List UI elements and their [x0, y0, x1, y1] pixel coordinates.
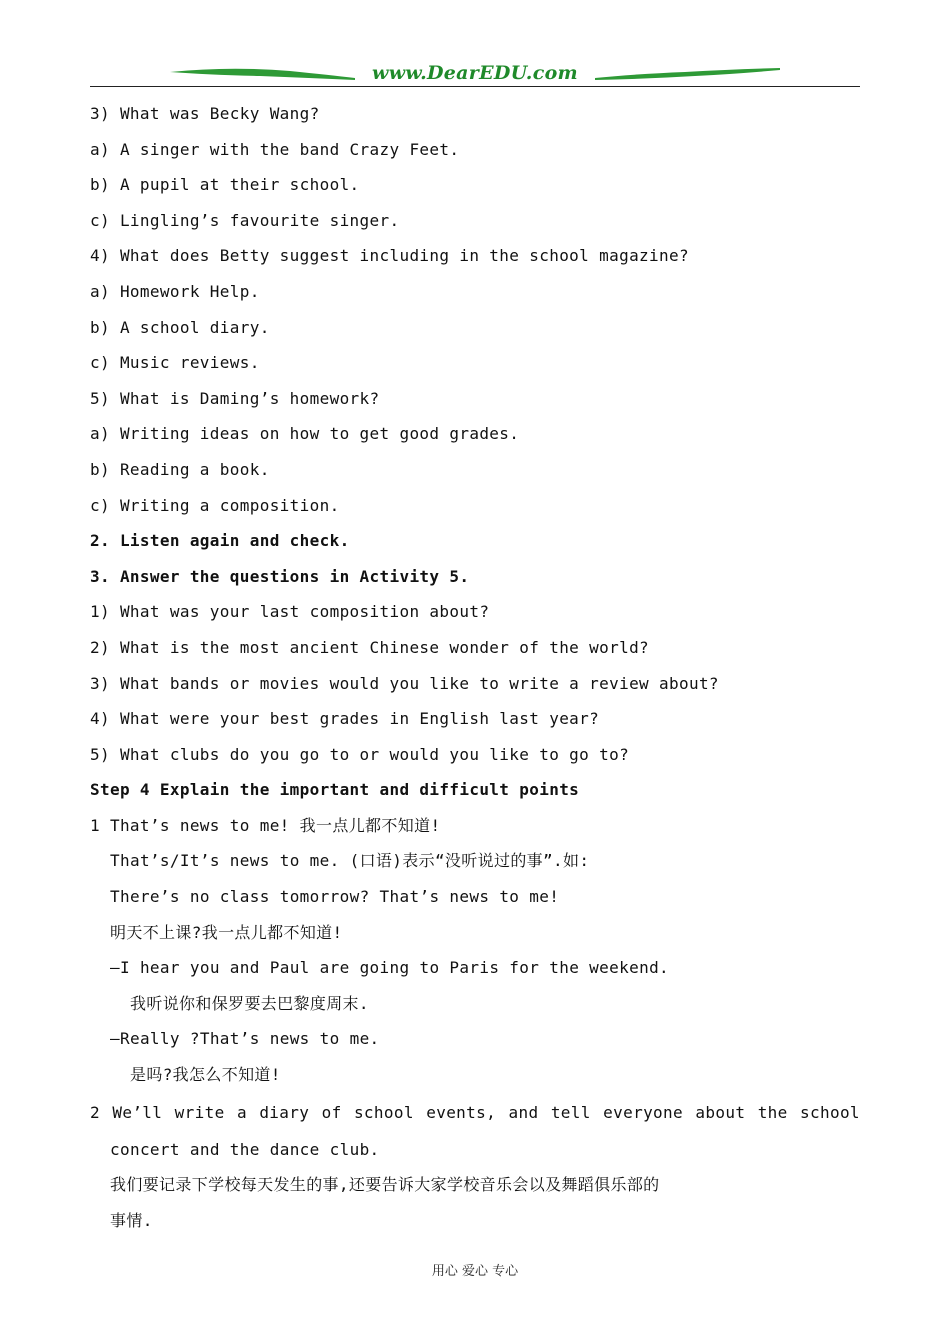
option-c: c) Writing a composition.: [90, 495, 340, 515]
page-footer: 用心 爱心 专心: [431, 1264, 519, 1279]
word: about: [695, 1102, 746, 1122]
word: everyone: [603, 1102, 684, 1122]
word: and: [508, 1102, 539, 1122]
right-swoosh-decoration: [595, 66, 780, 80]
document-body: [90, 96, 860, 1238]
discussion-question: 5) What clubs do you go to or would you like to go to?: [90, 744, 630, 764]
point-2-continuation: concert and the dance club.: [110, 1139, 380, 1159]
step-heading: Step 4 Explain the important and difficult points: [90, 780, 580, 800]
discussion-question: 3) What bands or movies would you like to write a review about?: [90, 673, 719, 693]
site-logo: www.DearEDU.com: [372, 62, 578, 84]
word: school: [353, 1102, 414, 1122]
word: write: [174, 1102, 225, 1122]
point-1-explanation: That’s/It’s news to me. (口语)表示“没听说过的事”.如:: [110, 851, 590, 871]
example-sentence: There’s no class tomorrow? That’s news to me!: [110, 887, 560, 907]
word: 2: [90, 1102, 100, 1122]
point-2-translation-end: 事情.: [110, 1210, 153, 1230]
dialogue-translation: 是吗?我怎么不知道!: [130, 1065, 281, 1085]
word: school: [800, 1102, 860, 1122]
question-3: 3) What was Becky Wang?: [90, 104, 320, 123]
word: of: [321, 1102, 342, 1122]
option-b: b) Reading a book.: [90, 459, 270, 479]
word: We’ll: [112, 1102, 163, 1122]
discussion-question: 1) What was your last composition about?: [90, 602, 490, 622]
word: events,: [426, 1102, 497, 1122]
question-4: 4) What does Betty suggest including in the school magazine?: [90, 246, 689, 266]
option-c: c) Music reviews.: [90, 353, 260, 373]
dialogue-line: —Really ?That’s news to me.: [110, 1029, 380, 1049]
option-b: b) A school diary.: [90, 317, 270, 337]
discussion-question: 4) What were your best grades in English last year?: [90, 709, 600, 729]
point-2-translation: 我们要记录下学校每天发生的事,还要告诉大家学校音乐会以及舞蹈俱乐部的: [110, 1175, 660, 1195]
section-heading: 3. Answer the questions in Activity 5.: [90, 566, 470, 586]
example-translation: 明天不上课?我一点儿都不知道!: [110, 922, 343, 942]
word: diary: [259, 1102, 310, 1122]
dialogue-line: —I hear you and Paul are going to Paris for the weekend.: [110, 958, 670, 978]
dialogue-translation: 我听说你和保罗要去巴黎度周末.: [130, 993, 369, 1013]
point-1-title: 1 That’s news to me! 我一点儿都不知道!: [90, 815, 441, 835]
header-rule: [90, 86, 860, 87]
discussion-question: 2) What is the most ancient Chinese wonder of the world?: [90, 637, 650, 657]
option-c: c) Lingling’s favourite singer.: [90, 210, 400, 230]
question-5: 5) What is Daming’s homework?: [90, 388, 380, 408]
option-a: a) A singer with the band Crazy Feet.: [90, 139, 460, 159]
left-swoosh-decoration: [170, 66, 355, 80]
page-header: [90, 58, 860, 90]
word: the: [757, 1102, 788, 1122]
word: a: [236, 1102, 247, 1122]
word: tell: [550, 1102, 591, 1122]
point-2-title: [90, 1093, 860, 1132]
option-a: a) Homework Help.: [90, 281, 260, 301]
option-b: b) A pupil at their school.: [90, 175, 360, 195]
option-a: a) Writing ideas on how to get good grades.: [90, 424, 520, 444]
section-heading: 2. Listen again and check.: [90, 531, 350, 551]
